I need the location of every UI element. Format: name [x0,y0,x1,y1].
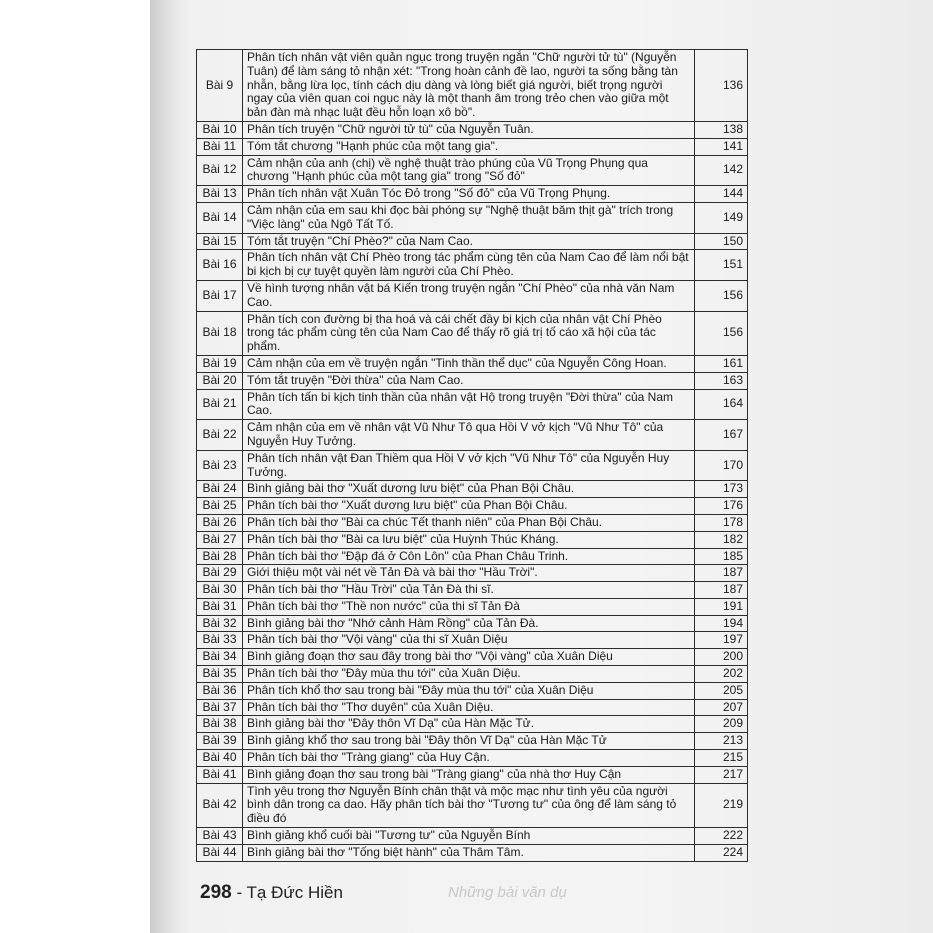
table-row [197,250,748,281]
toc-body [197,50,748,862]
lesson-title: Phân tích bài thơ "Thề non nước" của thi sĩ Tản Đà [243,598,695,615]
lesson-number: Bài 21 [197,389,243,420]
lesson-title: Phân tích bài thơ "Đập đá ở Côn Lôn" của Phan Châu Trinh. [243,548,695,565]
table-row [197,716,748,733]
page-ref: 163 [695,372,748,389]
table-row [197,766,748,783]
page-ref: 167 [695,420,748,451]
table-row [197,682,748,699]
lesson-number: Bài 16 [197,250,243,281]
lesson-title: Phân tích bài thơ "Đây mùa thu tới" của Xuân Diệu. [243,666,695,683]
lesson-number: Bài 33 [197,632,243,649]
table-row [197,498,748,515]
page-ref: 138 [695,121,748,138]
page-ref: 202 [695,666,748,683]
lesson-number: Bài 32 [197,615,243,632]
lesson-title: Bình giảng khổ cuối bài "Tương tư" của Nguyễn Bính [243,828,695,845]
lesson-number: Bài 23 [197,450,243,481]
lesson-title: Tóm tắt chương "Hạnh phúc của một tang gia". [243,138,695,155]
page-ref: 173 [695,481,748,498]
lesson-title: Phân tích nhân vật Xuân Tóc Đỏ trong "Số đỏ" của Vũ Trọng Phụng. [243,186,695,203]
page-ref: 149 [695,202,748,233]
page-ref: 187 [695,582,748,599]
lesson-title: Tình yêu trong thơ Nguyễn Bính chân thật và mộc mạc như tình yêu của người bình dân trong ca dao. Hãy phân tích bài thơ "Tương tư" của ông để làm sáng tỏ điều đó [243,783,695,827]
lesson-number: Bài 25 [197,498,243,515]
page-ref: 200 [695,649,748,666]
lesson-title: Cảm nhận của em sau khi đọc bài phóng sự "Nghệ thuật băm thịt gà" trích trong "Việc làng" của Ngô Tất Tố. [243,202,695,233]
page-ref: 156 [695,311,748,355]
table-row [197,450,748,481]
lesson-title: Phân tích truyện "Chữ người tử tù" của Nguyễn Tuân. [243,121,695,138]
page-ref: 224 [695,844,748,861]
lesson-number: Bài 39 [197,733,243,750]
lesson-title: Phân tích nhân vật Chí Phèo trong tác phẩm cùng tên của Nam Cao để làm nổi bật bi kịch bị cự tuyệt quyền làm người của Chí Phèo. [243,250,695,281]
page-ref: 222 [695,828,748,845]
lesson-number: Bài 27 [197,531,243,548]
page-ref: 207 [695,699,748,716]
table-row [197,481,748,498]
page-ref: 164 [695,389,748,420]
lesson-title: Bình giảng bài thơ "Đây thôn Vĩ Dạ" của Hàn Mặc Tử. [243,716,695,733]
table-row [197,531,748,548]
lesson-number: Bài 40 [197,750,243,767]
lesson-title: Phân tích khổ thơ sau trong bài "Đây mùa thu tới" của Xuân Diệu [243,682,695,699]
table-row [197,311,748,355]
lesson-title: Giới thiệu một vài nét về Tản Đà và bài thơ "Hầu Trời". [243,565,695,582]
page-footer [200,882,343,904]
page-number: 298 [200,882,232,903]
lesson-number: Bài 18 [197,311,243,355]
lesson-number: Bài 20 [197,372,243,389]
page-ref: 191 [695,598,748,615]
lesson-number: Bài 9 [197,50,243,122]
lesson-title: Bình giảng bài thơ "Xuất dương lưu biệt" của Phan Bội Châu. [243,481,695,498]
lesson-title: Bình giảng bài thơ "Nhớ cảnh Hàm Rồng" của Tản Đà. [243,615,695,632]
lesson-title: Phân tích bài thơ "Vội vàng" của thi sĩ Xuân Diệu [243,632,695,649]
footer-separator: - [236,883,243,902]
table-row [197,233,748,250]
page-ref: 209 [695,716,748,733]
page-ref: 176 [695,498,748,515]
table-row [197,582,748,599]
lesson-number: Bài 26 [197,514,243,531]
page-ref: 156 [695,280,748,311]
lesson-number: Bài 15 [197,233,243,250]
table-row [197,733,748,750]
lesson-title: Cảm nhận của anh (chị) về nghệ thuật trào phúng của Vũ Trọng Phụng qua chương "Hạnh phúc của một tang gia" trong "Số đỏ" [243,155,695,186]
lesson-title: Phân tích bài thơ "Bài ca lưu biệt" của Huỳnh Thúc Kháng. [243,531,695,548]
page-ref: 185 [695,548,748,565]
page-ref: 213 [695,733,748,750]
table-row [197,598,748,615]
lesson-number: Bài 13 [197,186,243,203]
lesson-title: Cảm nhận của em về nhân vật Vũ Như Tô qua Hồi V vở kịch "Vũ Như Tô" của Nguyễn Huy Tưởng. [243,420,695,451]
page-ref: 205 [695,682,748,699]
table-row [197,548,748,565]
lesson-number: Bài 22 [197,420,243,451]
table-row [197,750,748,767]
lesson-number: Bài 11 [197,138,243,155]
page-ref: 215 [695,750,748,767]
page-ref: 219 [695,783,748,827]
page-ref: 161 [695,355,748,372]
page-ref: 150 [695,233,748,250]
page-ref: 144 [695,186,748,203]
lesson-number: Bài 29 [197,565,243,582]
lesson-title: Phân tích tấn bi kịch tinh thần của nhân vật Hộ trong truyện "Đời thừa" của Nam Cao. [243,389,695,420]
lesson-number: Bài 24 [197,481,243,498]
lesson-number: Bài 28 [197,548,243,565]
page-ref: 142 [695,155,748,186]
table-row [197,632,748,649]
lesson-title: Bình giảng bài thơ "Tống biệt hành" của Thâm Tâm. [243,844,695,861]
lesson-number: Bài 17 [197,280,243,311]
page-spine-shadow [150,0,190,933]
page-ref: 170 [695,450,748,481]
page-ref: 182 [695,531,748,548]
lesson-title: Bình giảng đoạn thơ sau trong bài "Tràng giang" của nhà thơ Huy Cận [243,766,695,783]
lesson-number: Bài 34 [197,649,243,666]
table-row [197,186,748,203]
lesson-number: Bài 30 [197,582,243,599]
table-row [197,121,748,138]
table-row [197,649,748,666]
table-row [197,155,748,186]
lesson-number: Bài 42 [197,783,243,827]
lesson-title: Phân tích bài thơ "Thơ duyên" của Xuân Diệu. [243,699,695,716]
lesson-title: Phân tích nhân vật Đan Thiềm qua Hồi V vở kịch "Vũ Như Tô" của Nguyễn Huy Tưởng. [243,450,695,481]
page-ref: 136 [695,50,748,122]
author-name: Tạ Đức Hiền [246,883,343,902]
table-row [197,844,748,861]
lesson-title: Tóm tắt truyện "Chí Phèo?" của Nam Cao. [243,233,695,250]
lesson-number: Bài 31 [197,598,243,615]
table-row [197,666,748,683]
table-row [197,514,748,531]
lesson-number: Bài 10 [197,121,243,138]
lesson-number: Bài 12 [197,155,243,186]
lesson-title: Phân tích bài thơ "Xuất dương lưu biệt" của Phan Bội Châu. [243,498,695,515]
lesson-title: Tóm tắt truyện "Đời thừa" của Nam Cao. [243,372,695,389]
lesson-number: Bài 35 [197,666,243,683]
lesson-number: Bài 41 [197,766,243,783]
table-row [197,615,748,632]
lesson-title: Cảm nhận của em về truyện ngắn "Tinh thần thể dục" của Nguyễn Công Hoan. [243,355,695,372]
table-of-contents [196,49,748,862]
lesson-title: Về hình tượng nhân vật bá Kiến trong truyện ngắn "Chí Phèo" của nhà văn Nam Cao. [243,280,695,311]
lesson-title: Bình giảng khổ thơ sau trong bài "Đây thôn Vĩ Dạ" của Hàn Mặc Tử [243,733,695,750]
table-row [197,202,748,233]
lesson-title: Bình giảng đoạn thơ sau đây trong bài thơ "Vội vàng" của Xuân Diệu [243,649,695,666]
table-row [197,355,748,372]
lesson-number: Bài 14 [197,202,243,233]
lesson-number: Bài 43 [197,828,243,845]
table-row [197,699,748,716]
table-row [197,783,748,827]
page-ref: 141 [695,138,748,155]
table-row [197,565,748,582]
lesson-number: Bài 36 [197,682,243,699]
table-row [197,50,748,122]
lesson-title: Phân tích nhân vật viên quản ngục trong truyện ngắn "Chữ người tử tù" (Nguyễn Tuân) để làm sáng tỏ nhận xét: "Trong hoàn cảnh đề lao, người ta sống bằng tàn nhẫn, bằng lừa lọc, tính cách dịu dàng và lòng biết giá người, biết trọng người ngay của viên quan coi ngục này là một thanh âm trong trẻo chen vào giữa một bản đàn mà nhạc luật đều hỗn loạn xô bồ". [243,50,695,122]
lesson-title: Phân tích bài thơ "Hầu Trời" của Tản Đà thi sĩ. [243,582,695,599]
table-row [197,280,748,311]
show-through-text: Những bài văn dụ [448,884,567,901]
page-ref: 187 [695,565,748,582]
page-ref: 197 [695,632,748,649]
lesson-title: Phân tích con đường bị tha hoá và cái chết đầy bi kịch của nhân vật Chí Phèo trong tác phẩm cùng tên của Nam Cao để thấy rõ giá trị tố cáo xã hội của tác phẩm. [243,311,695,355]
lesson-number: Bài 19 [197,355,243,372]
table-row [197,372,748,389]
table-row [197,420,748,451]
lesson-title: Phân tích bài thơ "Tràng giang" của Huy Cận. [243,750,695,767]
table-row [197,389,748,420]
lesson-number: Bài 38 [197,716,243,733]
page-ref: 194 [695,615,748,632]
page-ref: 178 [695,514,748,531]
lesson-number: Bài 37 [197,699,243,716]
lesson-number: Bài 44 [197,844,243,861]
table-row [197,138,748,155]
table-row [197,828,748,845]
page-ref: 151 [695,250,748,281]
lesson-title: Phân tích bài thơ "Bài ca chúc Tết thanh niên" của Phan Bội Châu. [243,514,695,531]
page-ref: 217 [695,766,748,783]
